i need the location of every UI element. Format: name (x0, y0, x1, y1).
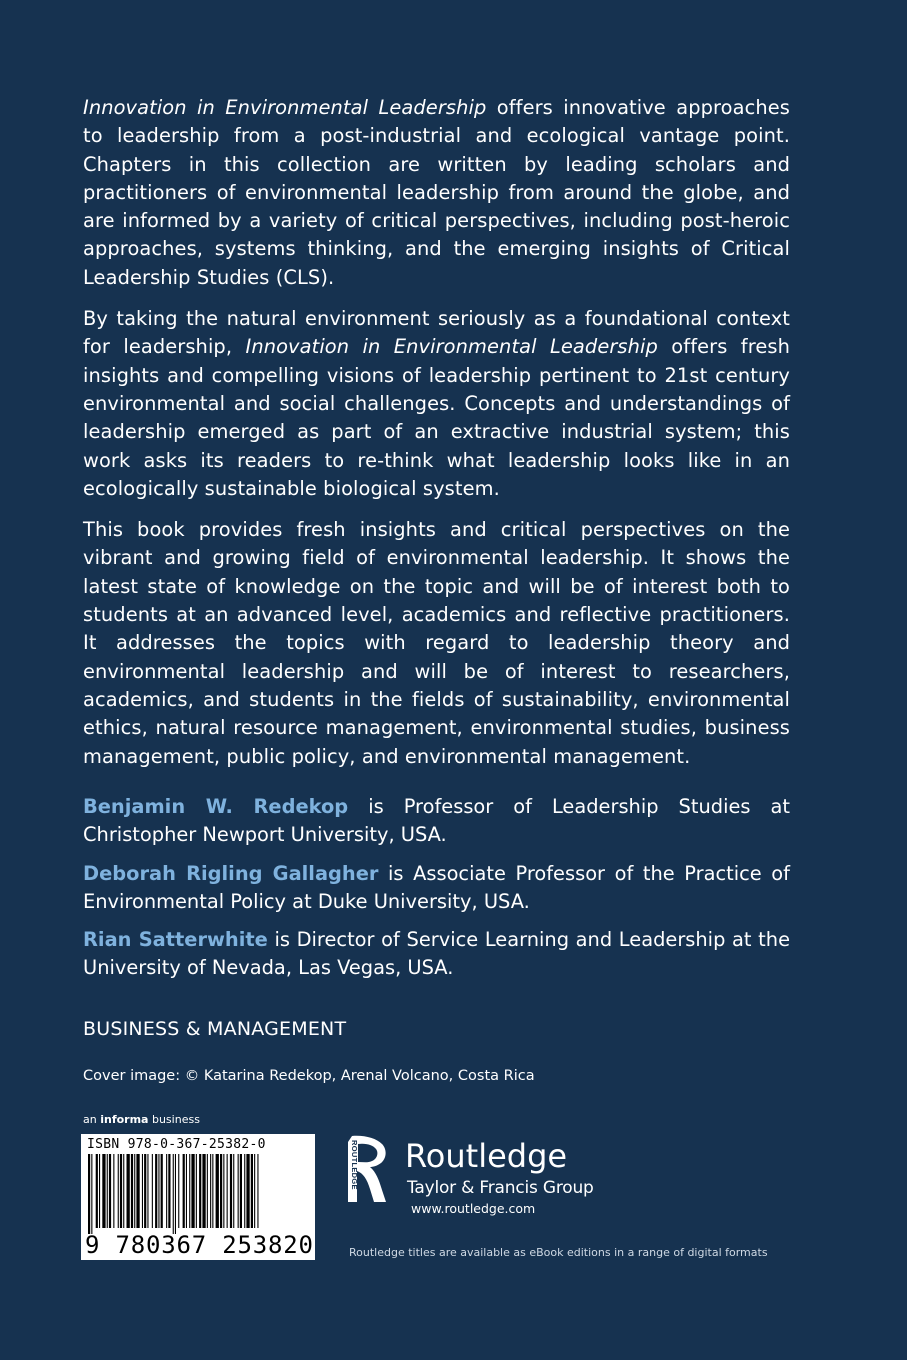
barcode-bar (123, 1154, 124, 1228)
barcode-bar (191, 1154, 194, 1228)
barcode-bar (147, 1154, 148, 1228)
publisher-name: Routledge (405, 1137, 568, 1175)
barcode-bar (189, 1154, 190, 1228)
barcode-bar (118, 1154, 119, 1228)
barcode-bar (136, 1154, 139, 1228)
publisher-group: Taylor & Francis Group (407, 1178, 594, 1198)
barcode-bar (183, 1154, 185, 1228)
author-bios (83, 793, 790, 993)
barcode-bar (246, 1154, 249, 1228)
barcode-bar (144, 1154, 146, 1228)
cover-image-credit: Cover image: © Katarina Redekop, Arenal Volcano, Costa Rica (83, 1068, 535, 1084)
barcode-bar (88, 1154, 90, 1234)
barcode-bar (230, 1154, 232, 1228)
barcode-bar (207, 1154, 208, 1228)
barcode-bar (96, 1154, 98, 1228)
author-name: Benjamin W. Redekop (83, 795, 349, 818)
barcode-bar (91, 1154, 92, 1234)
book-title-italic: Innovation in Environmental Leadership (245, 335, 658, 359)
logo-spine-word: ROUTLEDGE (350, 1140, 359, 1190)
barcode-bar (142, 1154, 143, 1228)
informa-brand: informa (100, 1113, 149, 1126)
barcode-bar (120, 1154, 122, 1228)
barcode-bar (227, 1154, 228, 1228)
barcode-bar (158, 1154, 159, 1228)
barcode-bar (107, 1154, 108, 1228)
barcode-bar (152, 1154, 153, 1228)
description-paragraph-2: By taking the natural environment seriously as a foundational context for leadership, Innovation in Environmental Leadership offers fresh insights and compelling visions of leadership pertinent to 21st century environmental and social challenges. Concepts and understandings of leadership emerged as part of an extractive industrial system; this work asks its readers to re-think what leadership looks like in an ecologically sustainable biological system. (83, 307, 791, 500)
barcode-bar (127, 1154, 130, 1228)
author-name: Rian Satterwhite (83, 928, 268, 952)
barcode-bar (99, 1154, 100, 1228)
subject-category: BUSINESS & MANAGEMENT (83, 1018, 347, 1040)
barcode-bar (216, 1154, 219, 1228)
description-paragraph-3: This book provides fresh insights and critical perspectives on the vibrant and growing field of environmental leadership. It shows the latest state of knowledge on the topic and will be of interest both to students at an advanced level, academics and reflective practitioners. It addresses the topics with regard to leadership theory and environmental leadership and will be of interest to researchers, academics, and students in the fields of sustainability, environmental ethics, natural resource management, environmental studies, business management, public policy, and environmental management. (83, 518, 790, 768)
author-name: Deborah Rigling Gallagher (83, 861, 379, 885)
barcode-bar (134, 1154, 135, 1228)
barcode-bar (223, 1154, 224, 1228)
publisher-url: www.routledge.com (411, 1201, 536, 1216)
barcode-bar (210, 1154, 211, 1228)
isbn-digits: 9 780367 253820 (85, 1231, 314, 1259)
barcode-bar (131, 1154, 133, 1228)
barcode-bar (155, 1154, 157, 1228)
author-bio: Benjamin W. Redekop is Professor of Leadership Studies at Christopher Newport University, USA. (83, 795, 790, 847)
barcode-bar (161, 1154, 163, 1228)
informa-business-line: an informa business (83, 1113, 200, 1126)
barcode-bar (166, 1154, 167, 1228)
author-bio: Rian Satterwhite is Director of Service Learning and Leadership at the University of Nevada, Las Vegas, USA. (83, 928, 790, 980)
book-description (83, 94, 790, 771)
isbn-label: ISBN 978-0-367-25382-0 (87, 1137, 266, 1152)
barcode-bar (257, 1154, 258, 1228)
barcode-bar (168, 1154, 170, 1228)
barcode-bar (173, 1154, 174, 1234)
barcode-bar (186, 1154, 187, 1228)
barcode-bar (244, 1154, 245, 1228)
barcode-bar (175, 1154, 176, 1234)
description-paragraph-1: Innovation in Environmental Leadership offers innovative approaches to leadership from a post-industrial and ecological vantage point. Chapters in this collection are written by leading scholars and practitioners of environmental leadership from around the globe, and are informed by a variety of critical perspectives, including post-heroic approaches, systems thinking, and the emerging insights of Critical Leadership Studies (CLS). (83, 96, 790, 289)
barcode-bar (102, 1154, 105, 1228)
barcode-bar (202, 1154, 205, 1228)
isbn-barcode (81, 1134, 315, 1260)
barcode-bar (240, 1154, 242, 1228)
routledge-logo-icon (346, 1134, 392, 1206)
barcode-bar (109, 1154, 111, 1228)
barcode-bar (251, 1154, 253, 1228)
barcode-bar (178, 1154, 179, 1228)
ebook-availability-note: Routledge titles are available as eBook editions in a range of digital formats (349, 1246, 768, 1259)
barcode-bar (254, 1154, 255, 1228)
book-title-italic: Innovation in Environmental Leadership (83, 96, 487, 119)
barcode-bar (212, 1154, 213, 1228)
barcode-bar (196, 1154, 197, 1228)
barcode-bar (199, 1154, 201, 1228)
barcode-bar (220, 1154, 222, 1228)
barcode-bar (238, 1154, 239, 1228)
barcode-bar (233, 1154, 234, 1228)
barcode-bar (113, 1154, 114, 1228)
author-bio: Deborah Rigling Gallagher is Associate Professor of the Practice of Environmental Policy at Duke University, USA. (83, 861, 790, 913)
